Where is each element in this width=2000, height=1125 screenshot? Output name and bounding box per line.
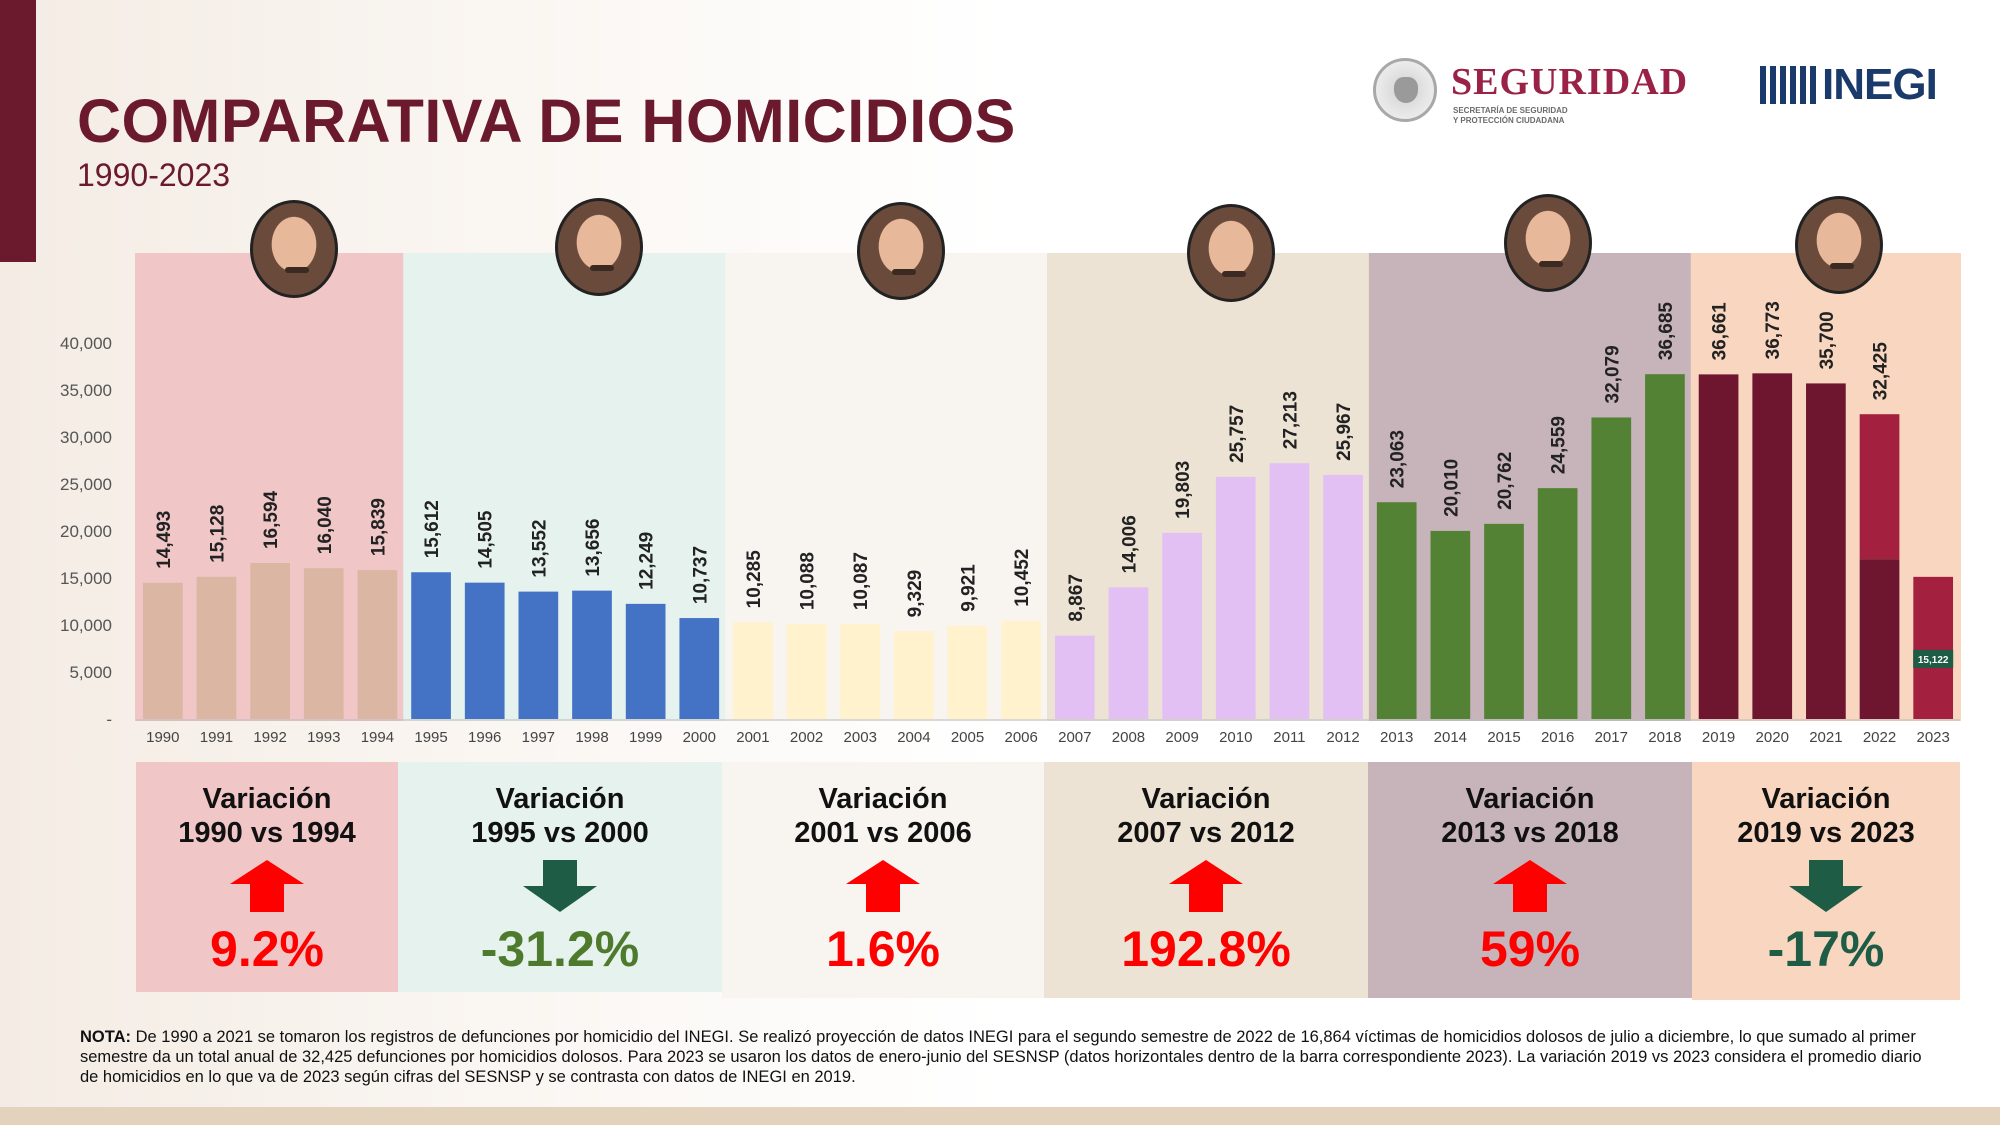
bar-2005: [948, 626, 988, 719]
president-portrait-2: [555, 198, 643, 296]
variation-value: -17%: [1767, 921, 1885, 977]
bar-1996: [465, 583, 505, 719]
data-label: 23,063: [1387, 430, 1409, 489]
variation-title: Variación: [495, 783, 625, 815]
variation-value: 59%: [1479, 921, 1581, 977]
data-label: 14,493: [153, 510, 175, 569]
x-tick-label: 2008: [1111, 729, 1146, 746]
variation-value: 1.6%: [826, 921, 940, 977]
bar-1995: [411, 572, 451, 719]
x-tick-label: 2020: [1755, 729, 1789, 746]
bar-1999: [626, 604, 666, 719]
seguridad-wordmark: SEGURIDAD: [1451, 61, 1689, 103]
bar-1994: [358, 570, 398, 719]
data-label: 9,921: [958, 564, 980, 612]
inegi-wordmark: INEGI: [1822, 60, 1937, 109]
data-label: 20,010: [1441, 458, 1463, 517]
bar-1991: [197, 577, 237, 719]
x-tick-label: 1996: [468, 729, 502, 746]
y-tick-label: 15,000: [60, 569, 112, 588]
data-label: 24,559: [1548, 416, 1570, 475]
data-label: 10,087: [851, 552, 873, 611]
data-label: 9,329: [904, 569, 926, 618]
x-tick-label: 2018: [1648, 729, 1682, 746]
data-label: 16,040: [314, 496, 336, 555]
x-tick-label: 2001: [736, 729, 770, 746]
variation-panel-5: [1368, 762, 1692, 998]
bar-2012: [1323, 475, 1363, 719]
data-label: 27,213: [1280, 391, 1302, 450]
x-tick-label: 2021: [1809, 729, 1843, 746]
x-tick-label: 2009: [1165, 729, 1199, 746]
period-background-5: [1369, 253, 1693, 721]
bar-2008: [1109, 587, 1149, 719]
variation-value: -31.2%: [480, 921, 640, 977]
x-tick-label: 2005: [950, 729, 985, 746]
x-tick-label: 2002: [789, 729, 824, 746]
bar-2011: [1270, 463, 1310, 719]
bar-2001: [733, 622, 773, 719]
variation-period: 2013 vs 2018: [1441, 817, 1619, 849]
x-tick-label: 2015: [1487, 729, 1521, 746]
bar-2019: [1699, 374, 1739, 719]
page-title: COMPARATIVA DE HOMICIDIOS: [77, 87, 1016, 155]
data-label: 36,661: [1709, 302, 1731, 361]
x-tick-label: 1992: [253, 729, 287, 746]
bar-2002: [787, 624, 827, 719]
bar-2016: [1538, 488, 1578, 719]
x-tick-label: 2016: [1540, 729, 1575, 746]
footnote: [80, 1027, 1930, 1087]
variation-panel-3: [722, 762, 1044, 998]
y-tick-label: 10,000: [60, 616, 112, 635]
x-tick-label: 1995: [414, 729, 448, 746]
arrow-up-icon: [1493, 860, 1567, 912]
president-portrait-4: [1187, 204, 1275, 302]
x-tick-label: 2022: [1862, 729, 1897, 746]
bar-2014: [1431, 531, 1471, 719]
data-label: 10,088: [797, 552, 819, 611]
data-label: 20,762: [1495, 451, 1516, 510]
data-label: 10,285: [743, 550, 765, 609]
variation-title: Variación: [818, 783, 948, 815]
y-tick-label: -: [106, 710, 112, 729]
data-label: 13,552: [529, 519, 551, 578]
data-label: 15,839: [368, 497, 390, 557]
president-portrait-1: [250, 200, 338, 298]
data-label: 25,757: [1226, 404, 1248, 463]
variation-panel-1: [136, 762, 398, 992]
bar-2015: [1484, 524, 1524, 719]
y-tick-label: 25,000: [60, 475, 112, 494]
x-tick-label: 1999: [628, 729, 663, 746]
bar-2021: [1806, 383, 1846, 719]
footnote-label: NOTA:: [80, 1028, 132, 1046]
y-tick-label: 30,000: [60, 428, 112, 447]
data-label: 19,803: [1173, 460, 1195, 519]
data-label: 16,594: [261, 490, 283, 550]
x-tick-label: 2010: [1219, 729, 1253, 746]
x-tick-label: 2011: [1273, 729, 1306, 746]
data-label: 14,505: [475, 510, 497, 569]
data-label: 15,612: [422, 500, 444, 559]
data-label: 32,079: [1602, 345, 1624, 404]
bar-2006: [1001, 621, 1041, 719]
seguridad-subtitle-2: Y PROTECCIÓN CIUDADANA: [1453, 116, 1565, 125]
data-label: 13,656: [583, 518, 604, 577]
x-tick-label: 1998: [575, 729, 609, 746]
data-label: 10,452: [1012, 548, 1034, 607]
bar-1998: [572, 591, 612, 719]
x-tick-label: 1990: [146, 729, 180, 746]
bar-1992: [250, 563, 290, 719]
data-label: 15,122: [1917, 654, 1949, 666]
x-tick-label: 2023: [1916, 729, 1950, 746]
bar-2023: [1913, 577, 1953, 719]
data-label: 12,249: [636, 531, 658, 590]
x-tick-label: 2019: [1701, 729, 1736, 746]
page-subtitle: 1990-2023: [77, 157, 231, 193]
bar-1990: [143, 583, 183, 719]
bar-2010: [1216, 477, 1256, 719]
x-tick-label: 2014: [1433, 729, 1468, 746]
bar-1993: [304, 568, 344, 719]
x-tick-label: 2003: [843, 729, 877, 746]
data-label: 36,773: [1763, 301, 1785, 360]
x-tick-label: 1991: [199, 729, 234, 746]
x-tick-label: 1997: [521, 729, 556, 746]
x-tick-label: 2006: [1004, 729, 1038, 746]
variation-period: 2019 vs 2023: [1737, 817, 1915, 849]
variation-period: 1990 vs 1994: [178, 817, 356, 849]
y-tick-label: 5,000: [69, 663, 112, 682]
variation-title: Variación: [1761, 783, 1891, 815]
arrow-up-icon: [230, 860, 304, 912]
bar-2017: [1591, 417, 1631, 719]
x-tick-label: 1993: [307, 729, 341, 746]
bar-2022: [1860, 559, 1900, 719]
period-background-2: [403, 253, 727, 721]
data-label: 35,700: [1816, 311, 1838, 370]
y-tick-label: 40,000: [60, 334, 112, 353]
x-tick-label: 2000: [682, 729, 716, 746]
bar-2018: [1645, 374, 1685, 719]
arrow-down-icon: [1789, 860, 1863, 912]
footnote-text: De 1990 a 2021 se tomaron los registros de defunciones por homicidio del INEGI. Se realizó proyección de datos INEGI para el segundo semestre de 2022 de 16,864 víctimas de homicidios dolosos de julio a diciembre, lo que sumado al primer semestre da un total anual de 32,425 defunciones por homicidios dolosos. Para 2023 se usaron los datos de enero-junio del SESNSP (datos horizontales dentro de la barra correspondiente 2023). La variación 2019 vs 2023 considera el promedio diario de homicidios en lo que va de 2023 según cifras del SESNSP y se contrasta con datos de INEGI en 2019.: [80, 1028, 1922, 1086]
x-tick-label: 2004: [897, 729, 931, 746]
president-portrait-6: [1795, 196, 1883, 294]
bar-2003: [840, 624, 880, 719]
arrow-up-icon: [1169, 860, 1243, 912]
data-label: 8,867: [1065, 574, 1087, 622]
x-tick-label: 2012: [1326, 729, 1360, 746]
variation-panel-4: [1044, 762, 1368, 998]
data-label: 25,967: [1334, 402, 1356, 461]
bar-2020: [1752, 373, 1792, 719]
y-tick-label: 35,000: [60, 381, 112, 400]
variation-value: 9.2%: [210, 921, 324, 977]
bar-2004: [894, 631, 934, 719]
period-background-4: [1047, 253, 1371, 721]
variation-panel-2: [398, 762, 722, 992]
variation-period: 2007 vs 2012: [1117, 817, 1295, 849]
x-tick-label: 2007: [1058, 729, 1092, 746]
bar-2022-projected: [1860, 414, 1900, 559]
data-label: 15,128: [207, 504, 229, 563]
variation-panel-6: [1692, 762, 1960, 1000]
bar-2007: [1055, 636, 1095, 719]
x-tick-label: 2017: [1594, 729, 1628, 746]
bar-2009: [1162, 533, 1202, 719]
bar-2013: [1377, 502, 1417, 719]
arrow-up-icon: [846, 860, 920, 912]
x-tick-label: 2013: [1380, 729, 1414, 746]
bottom-band: [0, 1107, 2000, 1125]
seguridad-subtitle-1: SECRETARÍA DE SEGURIDAD: [1453, 106, 1568, 115]
data-label: 14,006: [1119, 515, 1141, 574]
variation-title: Variación: [202, 783, 332, 815]
bar-2000: [679, 618, 719, 719]
data-label: 32,425: [1870, 342, 1892, 401]
bar-1997: [519, 592, 559, 719]
variation-title: Variación: [1141, 783, 1271, 815]
arrow-down-icon: [523, 860, 597, 912]
variation-period: 1995 vs 2000: [471, 817, 649, 849]
president-portrait-3: [857, 202, 945, 300]
variation-value: 192.8%: [1121, 921, 1291, 977]
period-background-3: [725, 253, 1049, 721]
y-tick-label: 20,000: [60, 522, 112, 541]
variation-period: 2001 vs 2006: [794, 817, 972, 849]
x-tick-label: 1994: [360, 729, 395, 746]
president-portrait-5: [1504, 194, 1592, 292]
data-label: 10,737: [690, 545, 712, 605]
variation-title: Variación: [1465, 783, 1595, 815]
data-label: 36,685: [1655, 302, 1677, 361]
